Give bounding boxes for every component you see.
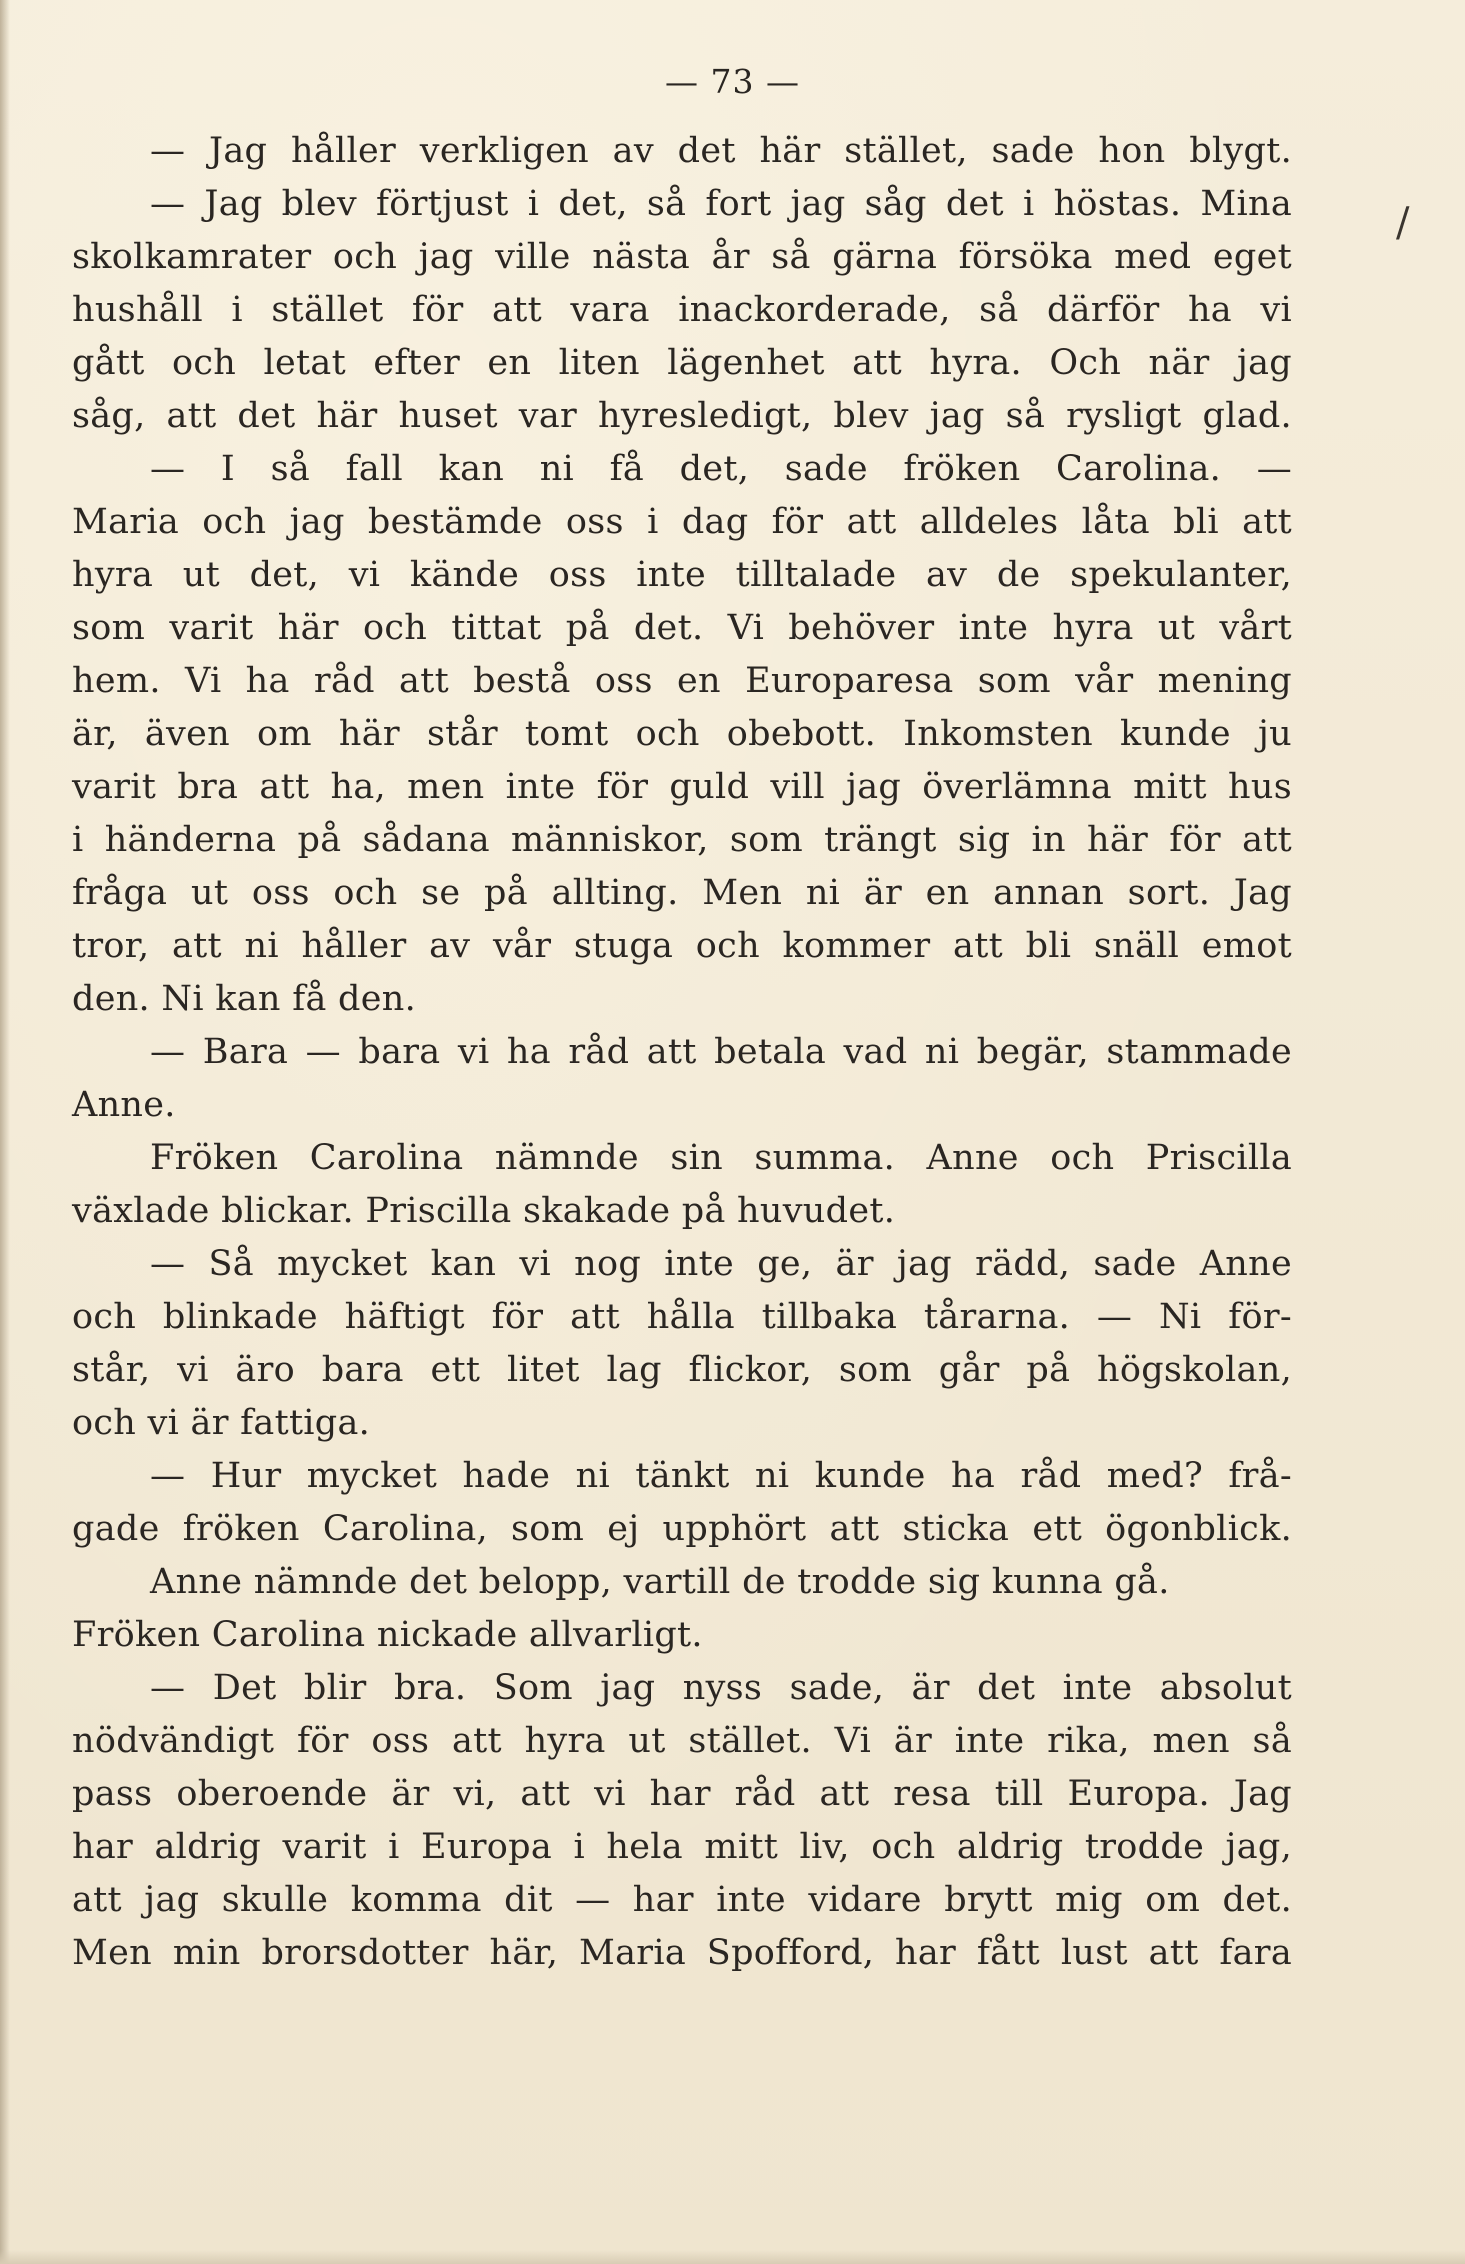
text-line: i händerna på sådana människor, som trängt sig in här för att <box>72 820 1292 860</box>
text-line: gade fröken Carolina, som ej upphört att sticka ett ögonblick. <box>72 1509 1292 1549</box>
text-line: — I så fall kan ni få det, sade fröken Carolina. — <box>150 449 1292 489</box>
text-line: såg, att det här huset var hyresledigt, blev jag så rysligt glad. <box>72 396 1292 436</box>
text-line: fråga ut oss och se på allting. Men ni är en annan sort. Jag <box>72 873 1292 913</box>
text-line: Fröken Carolina nämnde sin summa. Anne och Priscilla <box>150 1138 1292 1178</box>
text-line: Fröken Carolina nickade allvarligt. <box>72 1615 703 1655</box>
text-line: varit bra att ha, men inte för guld vill jag överlämna mitt hus <box>72 767 1292 807</box>
text-line: hem. Vi ha råd att bestå oss en Europaresa som vår mening <box>72 661 1292 701</box>
text-line: och blinkade häftigt för att hålla tillbaka tårarna. — Ni för- <box>72 1297 1292 1337</box>
text-line: Maria och jag bestämde oss i dag för att alldeles låta bli att <box>72 502 1292 542</box>
text-line: att jag skulle komma dit — har inte vidare brytt mig om det. <box>72 1880 1292 1920</box>
text-line: — Jag blev förtjust i det, så fort jag såg det i höstas. Mina <box>150 184 1292 224</box>
page-left-edge <box>0 0 10 2264</box>
body-text <box>72 125 1292 1980</box>
text-line: Anne. <box>72 1085 176 1125</box>
text-line: nödvändigt för oss att hyra ut stället. Vi är inte rika, men så <box>72 1721 1292 1761</box>
text-line: skolkamrater och jag ville nästa år så gärna försöka med eget <box>72 237 1292 277</box>
text-line: står, vi äro bara ett litet lag flickor, som går på högskolan, <box>72 1350 1292 1390</box>
text-line: som varit här och tittat på det. Vi behöver inte hyra ut vårt <box>72 608 1292 648</box>
page-number: — 73 — <box>665 62 800 101</box>
text-line: hyra ut det, vi kände oss inte tilltalade av de spekulanter, <box>72 555 1292 595</box>
text-line: Anne nämnde det belopp, vartill de trodde sig kunna gå. <box>150 1562 1170 1602</box>
margin-mark: / <box>1396 200 1410 246</box>
text-line: växlade blickar. Priscilla skakade på huvudet. <box>72 1191 896 1231</box>
text-line: — Bara — bara vi ha råd att betala vad ni begär, stammade <box>150 1032 1292 1072</box>
text-line: gått och letat efter en liten lägenhet att hyra. Och när jag <box>72 343 1292 383</box>
text-line: hushåll i stället för att vara inackorderade, så därför ha vi <box>72 290 1292 330</box>
text-line: — Hur mycket hade ni tänkt ni kunde ha råd med? frå- <box>150 1456 1292 1496</box>
text-line: — Det blir bra. Som jag nyss sade, är det inte absolut <box>150 1668 1292 1708</box>
text-line: — Så mycket kan vi nog inte ge, är jag rädd, sade Anne <box>150 1244 1292 1284</box>
text-line: har aldrig varit i Europa i hela mitt liv, och aldrig trodde jag, <box>72 1827 1292 1867</box>
text-line: Men min brorsdotter här, Maria Spofford, har fått lust att fara <box>72 1933 1292 1973</box>
text-line: pass oberoende är vi, att vi har råd att resa till Europa. Jag <box>72 1774 1292 1814</box>
text-line: — Jag håller verkligen av det här stället, sade hon blygt. <box>150 131 1292 171</box>
page-bottom-edge <box>0 2250 1465 2264</box>
text-line: den. Ni kan få den. <box>72 979 417 1019</box>
text-line: är, även om här står tomt och obebott. Inkomsten kunde ju <box>72 714 1292 754</box>
text-line: tror, att ni håller av vår stuga och kommer att bli snäll emot <box>72 926 1292 966</box>
text-line: och vi är fattiga. <box>72 1403 371 1443</box>
